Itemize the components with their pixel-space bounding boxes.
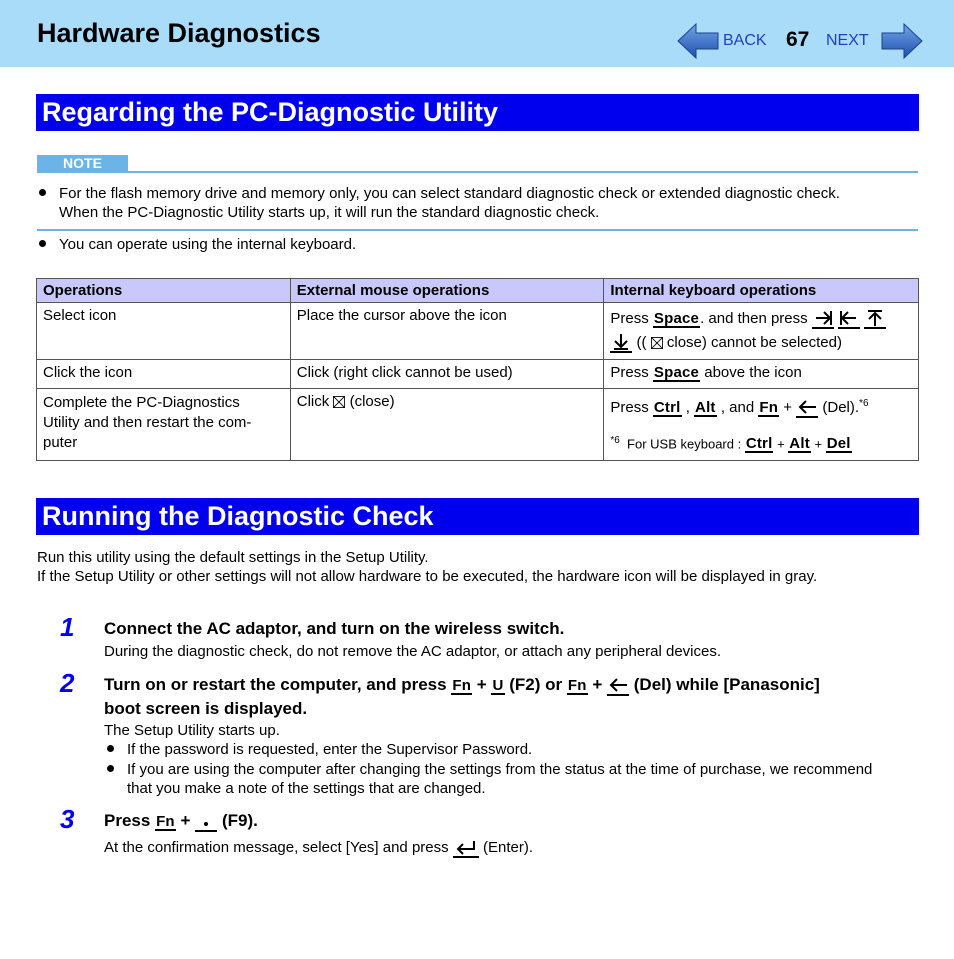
text: Complete the PC-Diagnostics [43,394,240,411]
bullet-dot [39,189,46,196]
step-body: During the diagnostic check, do not remove the AC adaptor, or attach any peripheral devices. [104,643,722,660]
step-body [104,838,533,858]
table-header: Internal keyboard operations [604,279,919,303]
step-bullet: If the password is requested, enter the Supervisor Password. [127,741,533,758]
u-key: U [492,677,504,694]
bullet-dot [39,240,46,247]
note-label: NOTE [37,155,128,172]
table-cell [37,389,291,461]
bullet-text: You can operate using the internal keyboard. [59,236,357,253]
fn-key: Fn [156,813,175,830]
step-number: 2 [60,668,75,698]
step-body: The Setup Utility starts up. [104,722,280,739]
text: above the icon [704,364,802,381]
backspace-key-icon [607,676,629,696]
text: (Del) while [Panasonic] [633,675,820,694]
text: Turn on or restart the computer, and press [104,675,447,694]
space-key: Space [653,310,700,327]
text: (close) [349,393,395,410]
close-box-icon [333,396,345,408]
footnote-text: For USB keyboard : [627,436,742,452]
text: + [476,675,487,694]
text: Click [296,393,330,410]
table-cell: Click the icon [37,360,291,389]
period-key-icon [195,812,217,832]
arrow-down-key-icon [610,333,632,353]
step-title [104,809,258,833]
table-row [37,389,919,461]
text: + [783,399,793,416]
alt-key: Alt [695,399,716,416]
note-text-line1: For the flash memory drive and memory only, you can select standard diagnostic check or extended diagnostic check. [59,185,840,202]
step-bullet-cont: that you make a note of the settings that are changed. [127,780,486,797]
space-key: Space [653,364,700,381]
enter-key-icon [453,838,479,858]
note-bottom-rule [37,229,918,231]
text: (F2) or [509,675,563,694]
table-cell: Click (right click cannot be used) [290,360,604,389]
arrow-left-key-icon [838,309,860,329]
back-link[interactable]: BACK [723,32,767,49]
bullet-dot [107,765,114,772]
page-title: Hardware Diagnostics [37,18,321,48]
del-key: Del [826,435,851,453]
text: + [592,675,603,694]
table-header: External mouse operations [290,279,604,303]
text: (Del). [822,399,860,416]
backspace-key-icon [796,398,818,418]
table-row [37,303,919,360]
text: puter [43,434,78,451]
table-cell [604,360,919,389]
table-header: Operations [37,279,291,303]
arrow-right-key-icon [812,309,834,329]
fn-key: Fn [452,677,472,694]
note-top-rule [37,171,918,173]
table-row [37,360,919,389]
text: Press [610,310,649,327]
step-title-cont: boot screen is displayed. [104,699,308,718]
footnote-marker: *6 [610,435,620,446]
page-header [0,0,954,67]
text: , and [720,399,755,416]
fn-key: Fn [567,677,587,694]
step-number: 1 [60,612,75,642]
operations-table [36,278,919,461]
table-cell [290,389,604,461]
text: close) cannot be selected) [666,334,842,351]
table-cell: Place the cursor above the icon [290,303,604,360]
back-arrow-icon[interactable] [676,22,720,60]
step-bullet: If you are using the computer after changing the settings from the status at the time of purchase, we recommend [127,761,873,778]
intro-line1: Run this utility using the default settings in the Setup Utility. [37,549,429,566]
step-title: Connect the AC adaptor, and turn on the wireless switch. [104,619,565,638]
intro-line2: If the Setup Utility or other settings will not allow hardware to be executed, the hardware icon will be displayed in gray. [37,568,818,585]
fn-key: Fn [759,399,779,416]
bullet-dot [107,745,114,752]
text: . and then press [700,310,808,327]
footnote-ref: *6 [859,398,869,409]
step-title [104,673,820,697]
section-heading-regarding: Regarding the PC-Diagnostic Utility [36,94,919,131]
alt-key: Alt [789,435,810,453]
close-box-icon [651,337,663,349]
text: + [180,811,191,830]
text: (( [636,334,647,351]
text: Utility and then restart the com- [43,414,252,431]
text: Press [104,811,151,830]
table-header-row [37,279,919,303]
step-number: 3 [60,804,75,834]
table-cell: Select icon [37,303,291,360]
ctrl-key: Ctrl [745,435,773,453]
text: Press [610,364,649,381]
section-heading-running: Running the Diagnostic Check [36,498,919,535]
text: At the confirmation message, select [Yes] and press [104,839,449,856]
note-text-line2: When the PC-Diagnostic Utility starts up, it will run the standard diagnostic check. [59,204,600,221]
text: (F9). [221,811,258,830]
next-link[interactable]: NEXT [826,32,869,49]
table-cell [604,303,919,360]
arrow-up-key-icon [864,309,886,329]
text: (Enter). [482,839,533,856]
text: , [685,399,690,416]
table-cell: Press Ctrl , Alt , and Fn + (Del).$^{*6}$ $^{*6}$ For USB keyboard : Ctrl + Alt + Del [604,389,919,461]
next-arrow-icon[interactable] [880,22,924,60]
ctrl-key: Ctrl [653,399,681,416]
page-number: 67 [786,28,810,51]
text: Press [610,399,649,416]
